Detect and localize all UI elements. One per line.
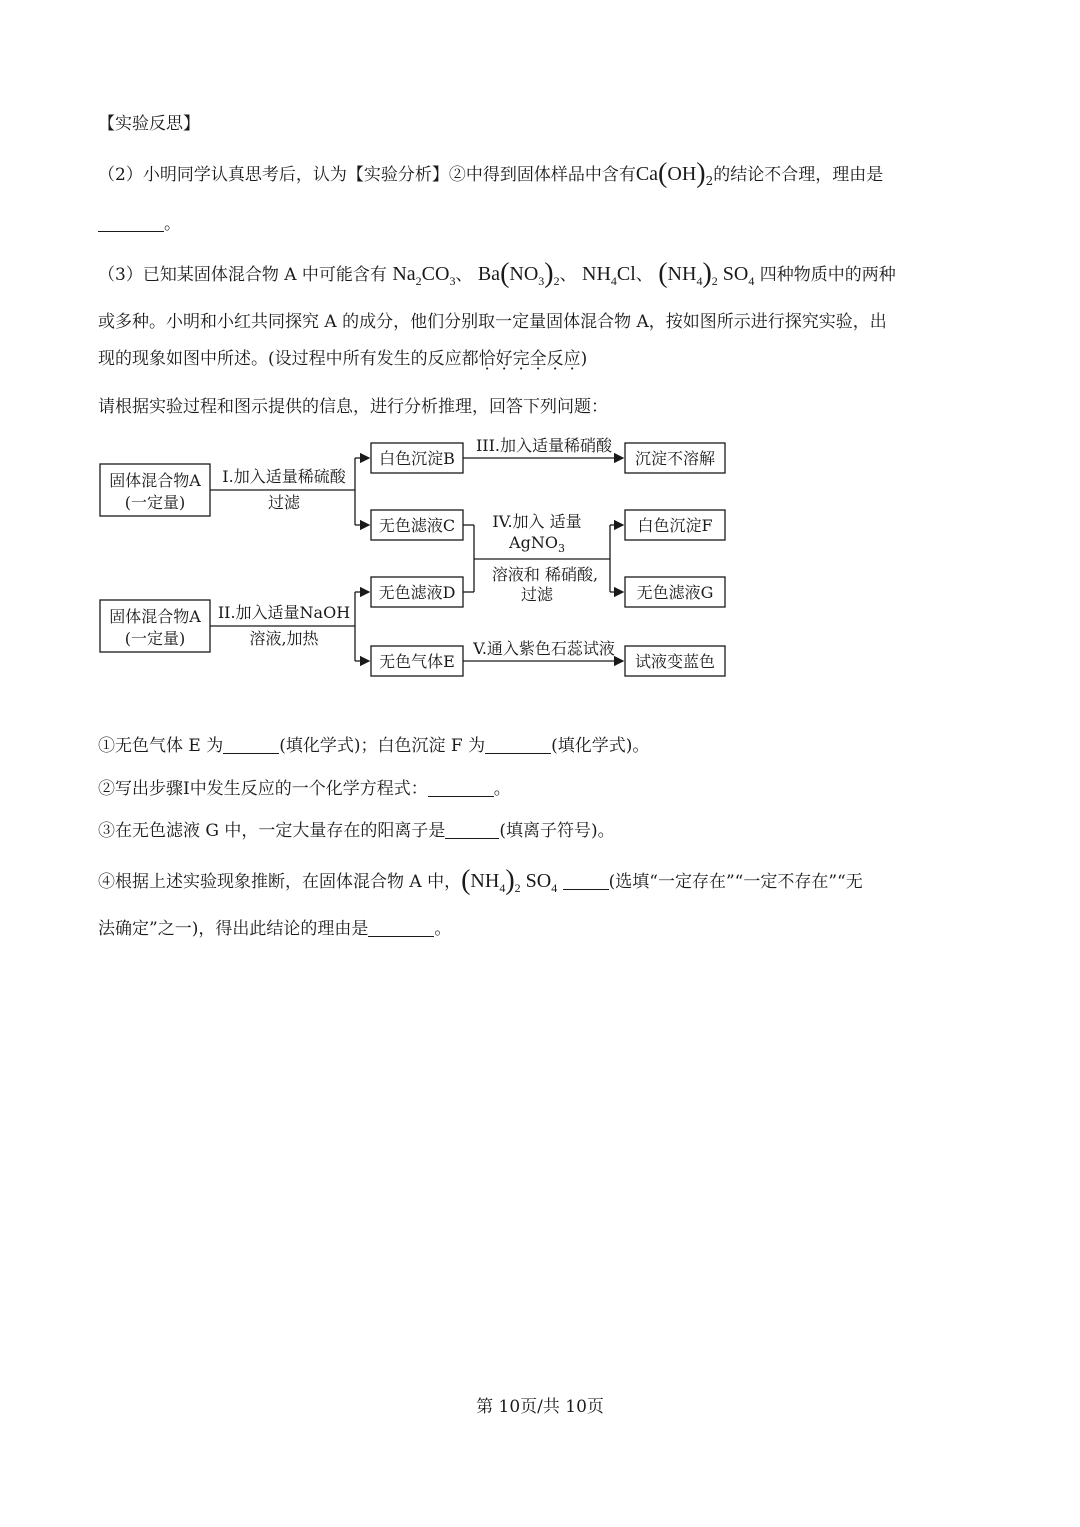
answer-blank-exist[interactable] — [563, 871, 609, 890]
sub-question-4: ④根据上述实验现象推断，在固体混合物 A 中，$(NH_4)_2$ $SO_4$ (选填“一定存在”“一定不存在”“无 — [98, 865, 863, 896]
q2-text-2: 的结论不合理，理由是 — [713, 165, 884, 185]
step-1-label: I.加入适量稀硫酸 — [222, 467, 346, 486]
answer-blank[interactable] — [98, 213, 164, 232]
step-3-label: III.加入适量稀硝酸 — [475, 436, 613, 455]
section-heading: 【实验反思】 — [98, 114, 200, 134]
label-d: 无色滤液D — [378, 583, 456, 602]
answer-blank-cation[interactable] — [445, 820, 499, 839]
sub-question-1: ①无色气体 E 为 (填化学式)；白色沉淀 F 为 (填化学式)。 — [98, 736, 650, 756]
sub-question-2: ②写出步骤I中发生反应的一个化学方程式： 。 — [98, 779, 511, 799]
formula-nh4cl: $NH_4Cl$ — [582, 263, 636, 288]
step-2-sub: 溶液,加热 — [249, 629, 319, 648]
box-a1-line1: 固体混合物A — [109, 471, 201, 490]
label-insoluble: 沉淀不溶解 — [634, 449, 716, 468]
label-e: 无色气体E — [379, 652, 455, 671]
question-3-line-2: 或多种。小明和小红共同探究 A 的成分，他们分别取一定量固体混合物 A，按如图所示进行探究实验，出 — [98, 312, 887, 332]
answer-blank-f[interactable] — [485, 735, 551, 754]
label-b: 白色沉淀B — [379, 449, 455, 468]
step-4-agno3: AgNO$_3$ — [509, 533, 565, 555]
formula-nh4-2-so4: $(NH_4)_2$ $SO_4$ — [658, 258, 755, 289]
question-3-line-4: 请根据实验过程和图示提供的信息，进行分析推理，回答下列问题： — [98, 397, 608, 417]
step-5-label: V.通入紫色石蕊试液 — [473, 639, 615, 658]
sub-question-3: ③在无色滤液 G 中，一定大量存在的阳离子是 (填离子符号)。 — [98, 821, 615, 841]
box-a2-line1: 固体混合物A — [109, 607, 201, 626]
formula-oh: OH — [667, 163, 697, 185]
question-3-line-3: 现的现象如图中所述。(设过程中所有发生的反应都恰好完全反应) — [98, 349, 588, 369]
answer-blank-e[interactable] — [223, 735, 279, 754]
label-blue: 试液变蓝色 — [634, 652, 716, 671]
emphasis-dots: 恰好完全反应 — [478, 349, 581, 369]
formula-nh4-2-so4-q: $(NH_4)_2$ $SO_4$ — [461, 865, 558, 896]
experiment-flowchart — [0, 430, 1080, 690]
step-4-sub2: 过滤 — [520, 585, 554, 604]
label-c: 无色滤液C — [378, 516, 456, 535]
question-3-line-1: （3）已知某固体混合物 A 中可能含有 $Na_2CO_3$、 $Ba(NO_3)_2$、 $NH_4Cl$、 $(NH_4)_2$ $SO_4$ 四种物质中的两种 — [98, 258, 896, 289]
box-a2-line2: (一定量) — [124, 629, 186, 648]
page-footer: 第 10页/共 10页 — [476, 1397, 604, 1417]
box-a1-line2: (一定量) — [124, 493, 186, 512]
sub-question-4-line-2: 法确定”之一)，得出此结论的理由是 。 — [98, 919, 452, 939]
formula-ba-no3-2: $Ba(NO_3)_2$ — [477, 258, 560, 289]
step-2-label: II.加入适量NaOH — [217, 603, 351, 622]
question-2-line-1: （2）小明同学认真思考后，认为【实验分析】②中得到固体样品中含有$Ca(OH)_2$的结论不合理，理由是 — [98, 158, 884, 189]
step-4-label: IV.加入 适量 — [492, 512, 582, 531]
answer-blank-equation[interactable] — [428, 778, 494, 797]
q2-text-1: （2）小明同学认真思考后，认为【实验分析】②中得到固体样品中含有 — [98, 165, 636, 185]
label-g: 无色滤液G — [636, 583, 714, 602]
question-2-line-2: 。 — [98, 212, 181, 236]
formula-na2co3: $Na_2CO_3$ — [392, 263, 456, 288]
label-f: 白色沉淀F — [637, 516, 713, 535]
answer-blank-reason[interactable] — [368, 918, 434, 937]
step-4-sub1: 溶液和 稀硝酸, — [491, 565, 599, 584]
step-1-sub: 过滤 — [267, 493, 301, 512]
formula-ca: Ca — [635, 163, 659, 185]
